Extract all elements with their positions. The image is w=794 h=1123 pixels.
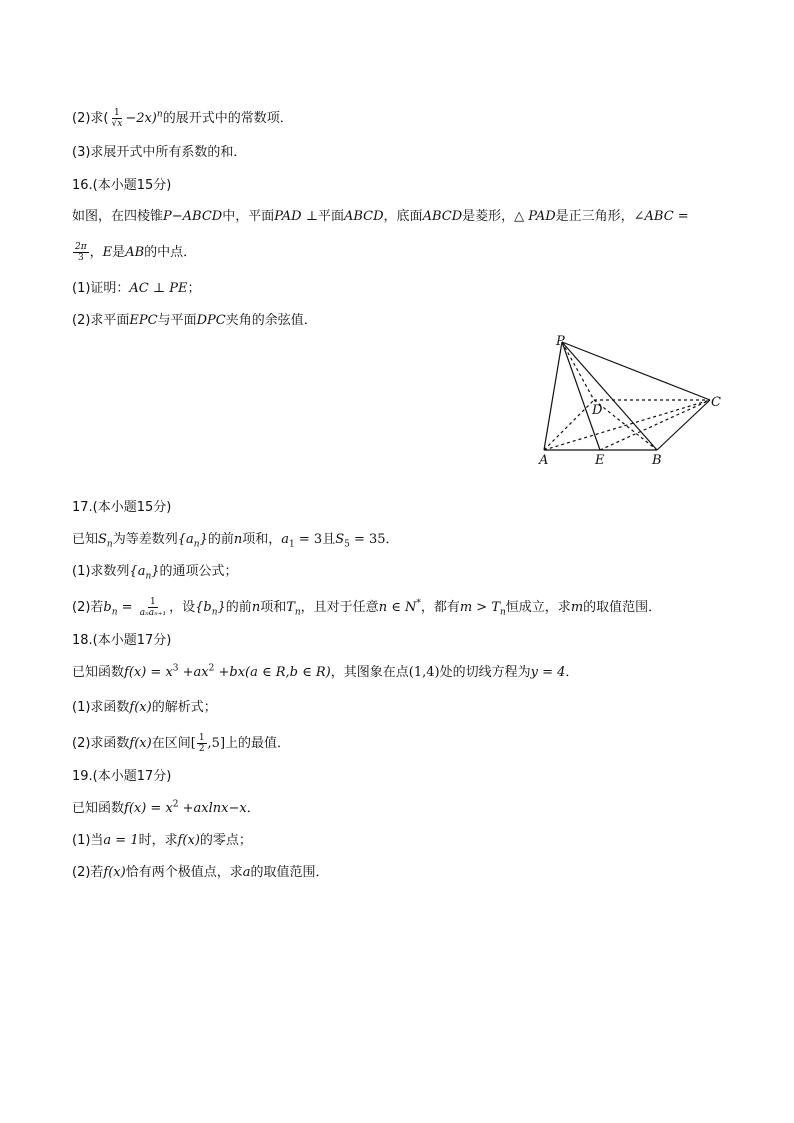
math: AB xyxy=(125,245,145,260)
q19-stem xyxy=(72,800,260,818)
text: 项和 xyxy=(260,600,287,615)
text: 恒成立，求 xyxy=(505,600,571,615)
text: ． xyxy=(565,665,579,680)
text: ，底面 xyxy=(383,209,423,224)
subscript: n xyxy=(500,607,506,618)
math: (1,4) xyxy=(408,665,440,680)
math: AC ⊥ PE xyxy=(129,281,188,296)
math: P−ABCD xyxy=(163,209,223,224)
text: (1)证明： xyxy=(72,281,130,296)
math: E xyxy=(102,245,113,260)
text: 已知函数 xyxy=(72,665,125,680)
text: 是正三角形， xyxy=(555,209,634,224)
text: ，都有 xyxy=(420,600,460,615)
text: 的取值范围． xyxy=(583,600,662,615)
math: y = 4 xyxy=(530,665,566,680)
text: (2)若 xyxy=(72,865,104,880)
pyramid-figure xyxy=(532,330,732,470)
fraction xyxy=(73,242,89,263)
fraction xyxy=(138,597,168,618)
text: ． xyxy=(385,532,399,547)
fraction xyxy=(110,108,125,129)
text: ，且对于任意 xyxy=(300,600,379,615)
math: ∠ABC = xyxy=(633,209,689,224)
q17-part1 xyxy=(72,563,238,581)
q18-part2 xyxy=(72,733,290,754)
math: {b xyxy=(195,600,212,615)
q17-stem xyxy=(72,531,399,549)
math: a xyxy=(242,865,251,880)
q16-heading: 16.(本小题15分) xyxy=(72,178,172,193)
numerator: 2π xyxy=(75,242,87,252)
math: = 3 xyxy=(294,532,323,547)
math: +axlnx−x xyxy=(178,801,247,816)
math: f(x) = x xyxy=(124,665,173,680)
math: {a xyxy=(177,532,194,547)
math: −2x) xyxy=(125,111,157,126)
label-C: C xyxy=(711,395,721,410)
q16-part1 xyxy=(72,280,201,298)
math: S xyxy=(335,532,345,547)
q19-part1 xyxy=(72,832,252,850)
text: 是菱形， xyxy=(462,209,515,224)
numerator: 1 xyxy=(198,733,205,743)
math: [ xyxy=(190,736,196,751)
text: (2)若 xyxy=(72,600,104,615)
text: (2)求函数 xyxy=(72,736,130,751)
text: 的取值范围． xyxy=(250,865,329,880)
math: b xyxy=(103,600,112,615)
math: } xyxy=(151,564,160,579)
label-E: E xyxy=(595,453,605,468)
math: f(x) xyxy=(129,736,152,751)
q16-part2 xyxy=(72,312,317,330)
edge-PD xyxy=(562,342,594,400)
subscript: n xyxy=(193,539,200,550)
math: f(x) xyxy=(129,700,152,715)
math: } xyxy=(217,600,226,615)
superscript: 2 xyxy=(172,799,179,810)
text: 如图，在四棱锥 xyxy=(72,209,164,224)
math: △ PAD xyxy=(514,209,556,224)
text: 是 xyxy=(112,245,126,260)
math: f(x) xyxy=(177,833,200,848)
q18-stem xyxy=(72,664,578,682)
subscript: n xyxy=(111,607,118,618)
math: ABCD xyxy=(343,209,384,224)
edge-PC xyxy=(562,342,710,400)
label-A: A xyxy=(539,453,549,468)
math: S xyxy=(98,532,107,547)
subscript: 5 xyxy=(344,539,350,550)
q16-stem-line2 xyxy=(72,242,196,263)
math: = xyxy=(117,600,137,615)
text: 夹角的余弦值． xyxy=(225,313,317,328)
subscript: n xyxy=(294,607,301,618)
edge-PA xyxy=(544,342,562,450)
text: 在区间 xyxy=(151,736,191,751)
math: f(x) xyxy=(103,865,126,880)
numerator: 1 xyxy=(150,597,156,607)
math: n xyxy=(251,600,261,615)
text: (1)当 xyxy=(72,833,104,848)
numerator: 1 xyxy=(114,108,120,118)
math: T xyxy=(286,600,295,615)
q19-part2 xyxy=(72,864,329,882)
text: 项和， xyxy=(242,532,282,547)
denominator: √x xyxy=(111,119,123,129)
superscript: 3 xyxy=(172,663,179,674)
label-B: B xyxy=(652,453,662,468)
text: ，其图象在点 xyxy=(330,665,409,680)
text: 的零点； xyxy=(199,833,252,848)
text: 上的最值． xyxy=(225,736,291,751)
text: 已知 xyxy=(72,532,99,547)
q18-part1 xyxy=(72,699,217,717)
label-P: P xyxy=(556,334,565,349)
q17-part2 xyxy=(72,597,661,618)
text: 的前 xyxy=(225,600,252,615)
subscript: n xyxy=(211,607,218,618)
text: 平面 xyxy=(317,209,344,224)
math: a = 1 xyxy=(103,833,139,848)
segment-EC xyxy=(600,400,710,450)
text: (2)求平面 xyxy=(72,313,130,328)
math: } xyxy=(199,532,208,547)
q18-heading: 18.(本小题17分) xyxy=(72,633,172,648)
text: 的通项公式； xyxy=(159,564,238,579)
math: {a xyxy=(129,564,146,579)
text: 的展开式中的常数项． xyxy=(162,111,293,126)
text: (1)求函数 xyxy=(72,700,130,715)
text: ． xyxy=(246,801,260,816)
subscript: n xyxy=(145,571,152,582)
q17-heading: 17.(本小题15分) xyxy=(72,500,172,515)
text: (1)求数列 xyxy=(72,564,130,579)
edge-PB xyxy=(562,342,657,450)
subscript: 1 xyxy=(289,539,295,550)
label-D: D xyxy=(592,403,603,418)
text: 的解析式； xyxy=(151,700,217,715)
math: a xyxy=(281,532,290,547)
diagonal-AC xyxy=(544,400,710,450)
q15-part3: (3)求展开式中所有系数的和． xyxy=(72,145,247,160)
text: ，设 xyxy=(169,600,196,615)
math: PAD ⊥ xyxy=(274,209,318,224)
text: 的前 xyxy=(207,532,234,547)
math: ,5] xyxy=(207,736,226,751)
text: ， xyxy=(89,245,103,260)
edge-PE xyxy=(562,342,600,450)
text: 中，平面 xyxy=(222,209,275,224)
text: 与平面 xyxy=(157,313,197,328)
math: n ∈ N xyxy=(378,600,417,615)
text: 时，求 xyxy=(138,833,178,848)
math: m > T xyxy=(459,600,500,615)
math: EPC xyxy=(129,313,158,328)
math: +bx(a ∈ R,b ∈ R) xyxy=(214,665,331,680)
denominator: aₙaₙ₊₁ xyxy=(139,608,167,618)
superscript: * xyxy=(416,598,421,609)
denominator: 3 xyxy=(77,253,84,263)
exponent: n xyxy=(156,109,163,120)
text: 且 xyxy=(322,532,336,547)
subscript: n xyxy=(106,539,113,550)
superscript: 2 xyxy=(208,663,215,674)
math: f(x) = x xyxy=(124,801,173,816)
text: 处的切线方程为 xyxy=(439,665,531,680)
text: (2)求( xyxy=(72,111,109,126)
math: n xyxy=(233,532,243,547)
text: ； xyxy=(187,281,201,296)
math: +ax xyxy=(178,665,209,680)
q15-part2 xyxy=(72,108,293,129)
q16-stem-line1 xyxy=(72,208,689,226)
math: = 35 xyxy=(349,532,386,547)
math: m xyxy=(570,600,584,615)
text: 恰有两个极值点，求 xyxy=(125,865,243,880)
math: ABCD xyxy=(422,209,463,224)
math: DPC xyxy=(196,313,226,328)
fraction xyxy=(197,733,207,754)
q19-heading: 19.(本小题17分) xyxy=(72,769,172,784)
text: 的中点． xyxy=(144,245,197,260)
text: 为等差数列 xyxy=(112,532,178,547)
text: 已知函数 xyxy=(72,801,125,816)
denominator: 2 xyxy=(198,744,205,754)
